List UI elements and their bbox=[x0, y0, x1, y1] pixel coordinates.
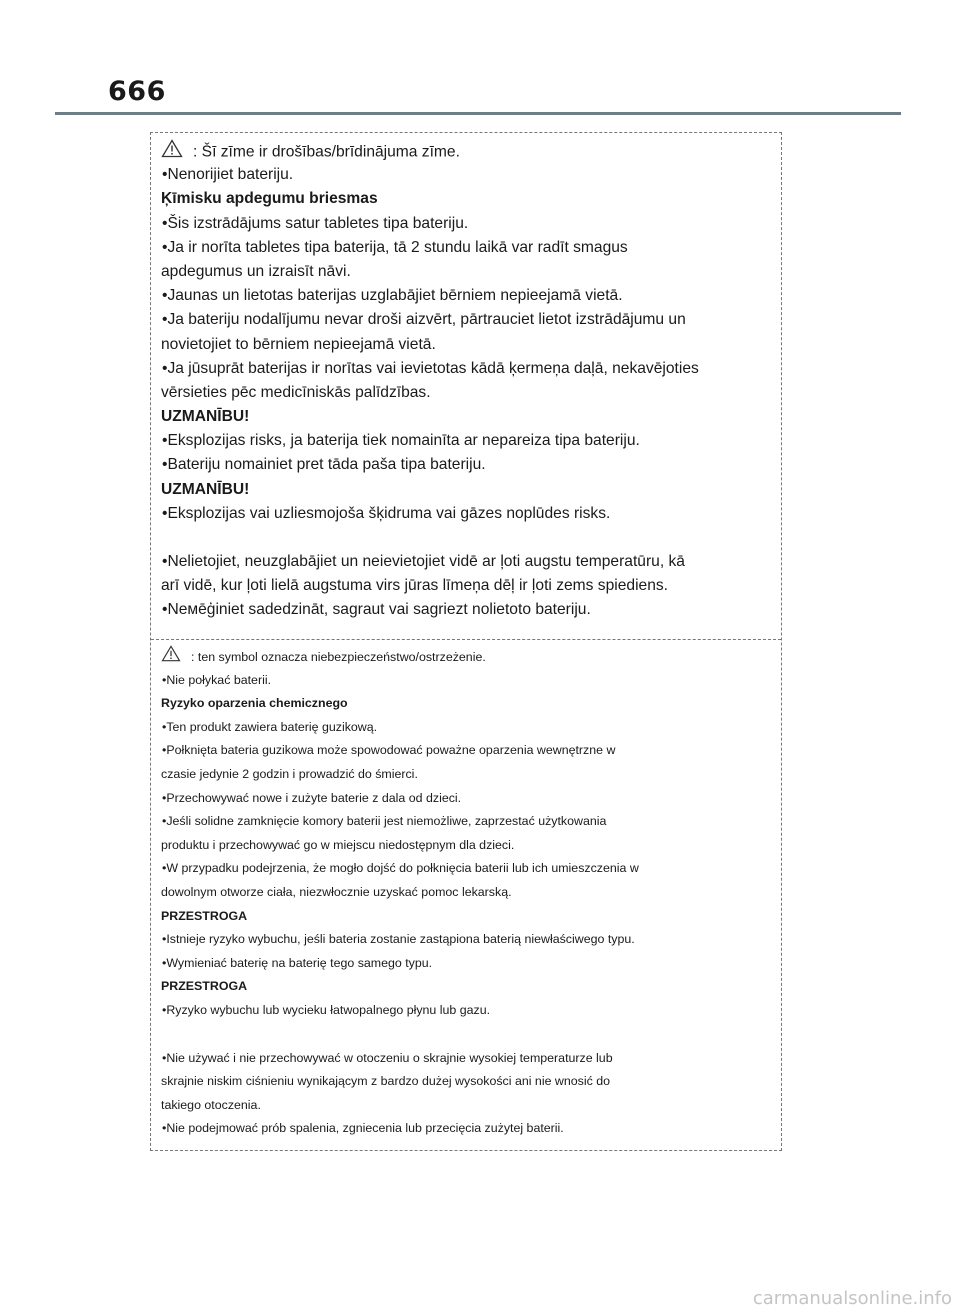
spacer bbox=[161, 1023, 771, 1047]
latvian-line: novietojiet to bērniem nepieejamā vietā. bbox=[161, 335, 436, 353]
latvian-warning-line bbox=[161, 139, 771, 163]
polish-line: •Nie używać i nie przechowywać w otoczeniu o skrajnie wysokiej temperaturze lub bbox=[162, 1050, 613, 1065]
latvian-line: •Eksplozijas vai uzliesmojoša šķidruma vai gāzes noplūdes risks. bbox=[162, 504, 611, 522]
latvian-heading: Ķīmisku apdegumu briesmas bbox=[161, 190, 378, 208]
polish-line: •Przechowywać nowe i zużyte baterie z dala od dzieci. bbox=[162, 790, 462, 805]
battery-warning-box bbox=[150, 132, 782, 1151]
latvian-heading: UZMANĪBU! bbox=[161, 480, 250, 498]
latvian-line: •Nenorijiet bateriju. bbox=[162, 166, 294, 184]
polish-line: produktu i przechowywać go w miejscu niedostępnym dla dzieci. bbox=[161, 837, 515, 852]
polish-line: •Wymieniać baterię na baterię tego samego typu. bbox=[162, 955, 433, 970]
polish-heading: PRZESTROGA bbox=[161, 908, 248, 923]
polish-warning-section bbox=[161, 645, 771, 1141]
spacer bbox=[161, 526, 771, 550]
latvian-line: •Jaunas un lietotas baterijas uzglabājiet bērniem nepieejamā vietā. bbox=[162, 287, 623, 305]
polish-line: •Istnieje ryzyko wybuchu, jeśli bateria zostanie zastąpiona baterią niewłaściwego typu. bbox=[162, 932, 635, 947]
latvian-line: •Bateriju nomainiet pret tāda paša tipa bateriju. bbox=[162, 456, 486, 474]
latvian-line: arī vidē, kur ļoti lielā augstuma virs jūras līmeņa dēļ ir ļoti zems spiediens. bbox=[161, 577, 669, 595]
polish-line: •Ryzyko wybuchu lub wycieku łatwopalnego płynu lub gazu. bbox=[162, 1002, 491, 1017]
latvian-heading: UZMANĪBU! bbox=[161, 408, 250, 426]
polish-heading: Ryzyko oparzenia chemicznego bbox=[161, 696, 348, 711]
language-divider bbox=[151, 639, 781, 640]
polish-line: •Połknięta bateria guzikowa może spowodować poważne oparzenia wewnętrzne w bbox=[162, 743, 616, 758]
latvian-line: •Eksplozijas risks, ja baterija tiek nomainīta ar nepareiza tipa bateriju. bbox=[162, 432, 640, 450]
latvian-line: apdegumus un izraisīt nāvi. bbox=[161, 262, 351, 280]
polish-line: dowolnym otworze ciała, niezwłocznie uzyskać pomoc lekarską. bbox=[161, 884, 512, 899]
watermark: carmanualsonline.info bbox=[752, 1288, 952, 1309]
latvian-line: •Ja jūsuprāt baterijas ir norītas vai ievietotas kādā ķermeņa daļā, nekavējoties bbox=[162, 359, 699, 377]
polish-warning-text: : ten symbol oznacza niebezpieczeństwo/ostrzeżenie. bbox=[191, 650, 486, 665]
polish-warning-line bbox=[161, 645, 771, 669]
page-number: 666 bbox=[108, 76, 166, 107]
polish-line: •Jeśli solidne zamknięcie komory baterii jest niemożliwe, zaprzestać użytkowania bbox=[162, 814, 607, 829]
latvian-warning-section bbox=[161, 139, 771, 623]
polish-line: czasie jedynie 2 godzin i prowadzić do śmierci. bbox=[161, 766, 418, 781]
polish-heading: PRZESTROGA bbox=[161, 979, 248, 994]
latvian-line: •Nelietojiet, neuzglabājiet un neievietojiet vidē ar ļoti augstu temperatūru, kā bbox=[162, 553, 685, 570]
polish-line: •Nie połykać baterii. bbox=[162, 672, 272, 687]
latvian-line: •Šis izstrādājums satur tabletes tipa bateriju. bbox=[162, 214, 469, 232]
latvian-line: •Ja ir norīta tabletes tipa baterija, tā 2 stundu laikā var radīt smagus bbox=[162, 238, 628, 256]
header-rule bbox=[55, 112, 901, 115]
polish-line: •Ten produkt zawiera baterię guzikową. bbox=[162, 719, 378, 734]
latvian-line: vērsieties pēc medicīniskās palīdzības. bbox=[161, 383, 431, 401]
polish-line: •W przypadku podejrzenia, że mogło dojść do połknięcia baterii lub ich umieszczenia w bbox=[162, 861, 639, 876]
warning-triangle-icon bbox=[161, 139, 183, 166]
warning-triangle-icon bbox=[161, 645, 181, 671]
latvian-warning-text: : Šī zīme ir drošības/brīdinājuma zīme. bbox=[193, 143, 460, 161]
polish-line: •Nie podejmować prób spalenia, zgniecenia lub przecięcia zużytej baterii. bbox=[162, 1121, 564, 1136]
latvian-line: •Neмēģiniet sadedzināt, sagraut vai sagriezt nolietoto bateriju. bbox=[162, 601, 591, 619]
polish-line: takiego otoczenia. bbox=[161, 1097, 261, 1112]
latvian-line: •Ja bateriju nodalījumu nevar droši aizvērt, pārtrauciet lietot izstrādājumu un bbox=[162, 311, 686, 329]
polish-line: skrajnie niskim ciśnieniu wynikającym z bardzo dużej wysokości ani nie wnosić do bbox=[161, 1074, 611, 1089]
